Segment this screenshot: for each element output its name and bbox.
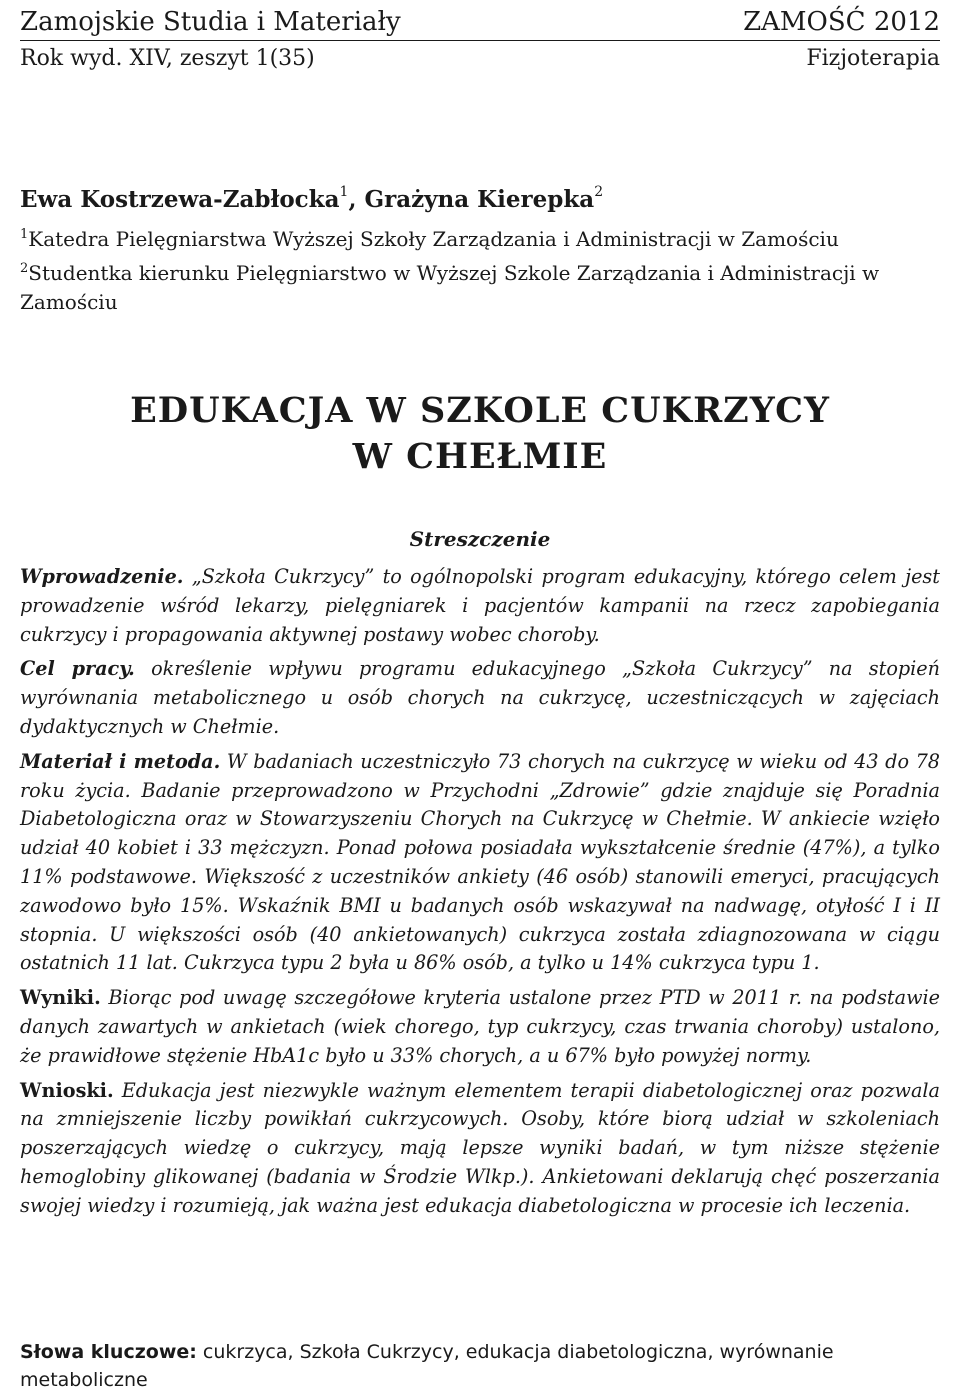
abstract-section-label: Wnioski. bbox=[20, 1078, 114, 1102]
abstract-section-label: Wprowadzenie. bbox=[20, 565, 184, 588]
author-separator: , bbox=[348, 186, 365, 213]
author-name: Grażyna Kierepka bbox=[364, 186, 595, 213]
abstract-body bbox=[20, 563, 940, 1227]
author-list bbox=[20, 184, 940, 216]
journal-name: Zamojskie Studia i Materiały bbox=[20, 7, 401, 37]
abstract-section-label: Cel pracy. bbox=[20, 657, 135, 681]
paper-title bbox=[20, 388, 940, 480]
issue-info: Rok wyd. XIV, zeszyt 1(35) bbox=[20, 46, 315, 71]
abstract-paragraph bbox=[20, 563, 940, 649]
author-affiliation-mark: 2 bbox=[594, 184, 604, 200]
place-year: ZAMOŚĆ 2012 bbox=[743, 7, 940, 37]
affiliation-mark: 2 bbox=[20, 261, 29, 276]
abstract-heading: Streszczenie bbox=[409, 527, 551, 551]
abstract-section-label: Materiał i metoda. bbox=[20, 749, 221, 773]
affiliation-text: Katedra Pielęgniarstwa Wyższej Szkoły Zarządzania i Administracji w Zamościu bbox=[28, 227, 839, 251]
keywords bbox=[20, 1338, 940, 1394]
author-affiliation-mark: 1 bbox=[339, 184, 349, 200]
keywords-label: Słowa kluczowe: bbox=[20, 1341, 197, 1363]
abstract-paragraph bbox=[20, 748, 940, 978]
header-rule bbox=[20, 40, 940, 41]
keywords-text: cukrzyca, Szkoła Cukrzycy, edukacja diabetologiczna, wyrównanie metaboliczne bbox=[20, 1341, 834, 1391]
section-name: Fizjoterapia bbox=[806, 46, 940, 71]
abstract-section-label: Wyniki. bbox=[20, 986, 101, 1010]
affiliation bbox=[20, 225, 940, 254]
abstract-section-text: W badaniach uczestniczyło 73 chorych na cukrzycę w wieku od 43 do 78 roku życia. Badanie przeprowadzono w Przychodni „Zdrowie” gdzie znajduje się Poradnia Diabetologiczna oraz w Stowarzyszeniu Chorych na Cukrzycę w Chełmie. W ankiecie wzięło udział 40 kobiet i 33 mężczyzn. Ponad połowa posiadała wykształcenie średnie (47%), a tylko 11% podstawowe. Większość z uczestników ankiety (46 osób) stanowili emeryci, pracujących zawodowo było 15%. Wskaźnik BMI u badanych osób wskazywał na nadwagę, otyłość I i II stopnia. U większości osób (40 ankietowanych) cukrzyca została zdiagnozowana w ciągu ostatnich 11 lat. Cukrzyca typu 2 była u 86% osób, a tylko u 14% cukrzyca typu 1. bbox=[20, 749, 940, 975]
abstract-section-text: Biorąc pod uwagę szczegółowe kryteria ustalone przez PTD w 2011 r. na podstawie danych zawartych w ankietach (wiek chorego, typ cukrzycy, czas trwania choroby) ustalono, że prawidłowe stężenie HbA1c było u 33% chorych, a u 67% było powyżej normy. bbox=[20, 986, 940, 1067]
title-line: EDUKACJA W SZKOLE CUKRZYCY bbox=[130, 390, 830, 431]
abstract-paragraph bbox=[20, 984, 940, 1070]
affiliation-mark: 1 bbox=[20, 227, 29, 242]
paper-page bbox=[20, 0, 940, 1391]
author-name: Ewa Kostrzewa-Zabłocka bbox=[20, 186, 340, 213]
running-header bbox=[20, 4, 940, 40]
title-line: W CHEŁMIE bbox=[352, 436, 608, 477]
affiliation bbox=[20, 259, 940, 316]
issue-line bbox=[20, 43, 940, 75]
abstract-section-text: określenie wpływu programu edukacyjnego „Szkoła Cukrzycy” na stopień wyrównania metabolicznego u osób chorych na cukrzycę, uczestniczących w zajęciach dydaktycznych w Chełmie. bbox=[20, 657, 940, 738]
affiliation-text: Studentka kierunku Pielęgniarstwo w Wyższej Szkole Zarządzania i Administracji w Zamościu bbox=[20, 261, 880, 314]
abstract-paragraph bbox=[20, 655, 940, 741]
abstract-section-text: Edukacja jest niezwykle ważnym elementem terapii diabetologicznej oraz pozwala na zmniejszenie liczby powikłań cukrzycowych. Osoby, które biorą udział w szkoleniach poszerzających wiedzę o cukrzycy, mają lepsze wyniki badań, w tym niższe stężenie hemoglobiny glikowanej (badania w Środzie Wlkp.). Ankietowani deklarują chęć poszerzania swojej wiedzy i rozumieją, jak ważna jest edukacja diabetologiczna w procesie ich leczenia. bbox=[20, 1078, 940, 1217]
abstract-section-text: „Szkoła Cukrzycy” to ogólnopolski program edukacyjny, którego celem jest prowadzenie wśród lekarzy, pielęgniarek i pacjentów kampanii na rzecz zapobiegania cukrzycy i propagowania aktywnej postawy wobec choroby. bbox=[20, 565, 940, 646]
abstract-paragraph bbox=[20, 1077, 940, 1221]
